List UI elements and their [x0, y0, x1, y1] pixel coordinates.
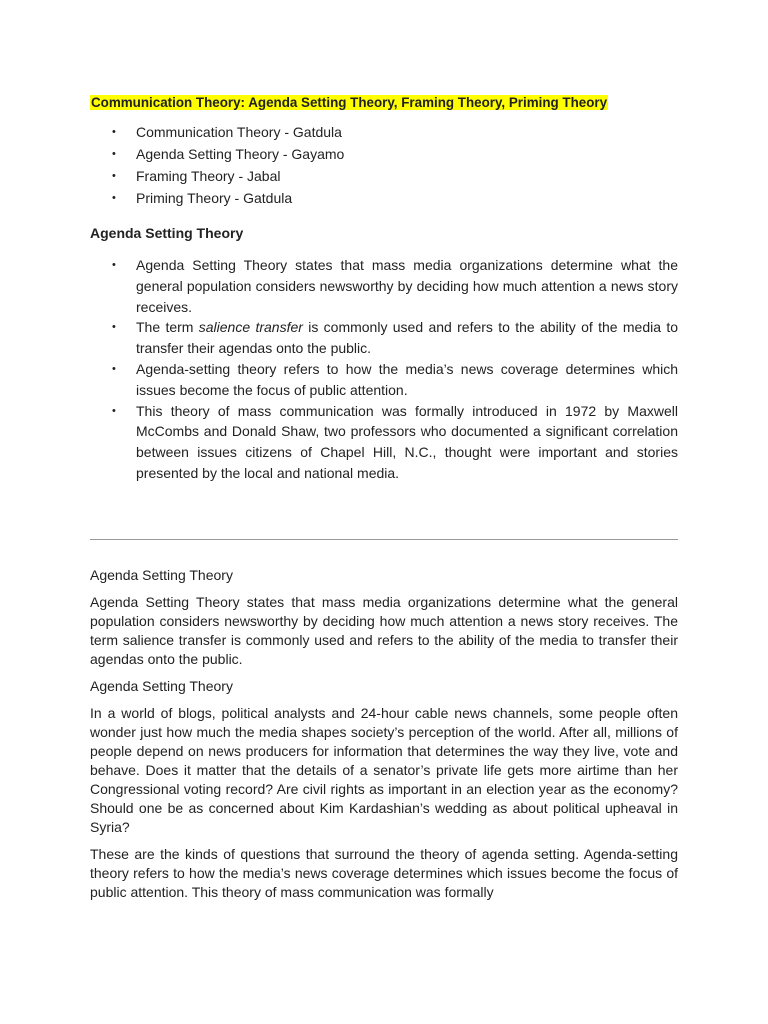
bullet-icon: •: [112, 259, 116, 271]
section-heading: Agenda Setting Theory: [90, 225, 244, 241]
bullet-icon: •: [112, 321, 116, 334]
bullet-icon: •: [112, 192, 116, 204]
list-item-text: Agenda Setting Theory states that mass media organizations determine what the general population considers newsworthy by deciding how much attention a news story receives.: [136, 257, 678, 315]
list-item: [90, 121, 678, 143]
list-item-text-end: is commonly used and refers to the ability of the media to transfer their agendas onto the public.: [136, 319, 679, 357]
list-item: [90, 143, 678, 165]
body-paragraph: In a world of blogs, political analysts and 24-hour cable news channels, some people often wonder just how much the media shapes society’s perception of the world. After all, millions of people depend on news producers for information that determines the way they live, vote and behave. Does it matter that the details of a senator’s private life gets more airtime than her Congressional voting record? Are civil rights as important in an election year as the economy? Should one be as concerned about Kim Kardashian’s wedding as about political upheaval in Syria?: [90, 704, 678, 835]
agenda-setting-points: [90, 255, 678, 484]
bullet-icon: •: [112, 170, 116, 182]
highlighted-title-text: Communication Theory: Agenda Setting Theory, Framing Theory, Priming Theory: [91, 95, 608, 110]
body-content: [90, 566, 678, 902]
horizontal-divider: [90, 539, 678, 540]
topic-assignment-list: [90, 121, 678, 209]
list-item-text: Priming Theory - Gatdula: [136, 190, 293, 206]
list-item-text: Communication Theory - Gatdula: [136, 124, 342, 140]
body-paragraph: Agenda Setting Theory states that mass media organizations determine what the general population considers newsworthy by deciding how much attention a news story receives. The term salience transfer is commonly used and refers to the ability of the media to transfer their agendas onto the public.: [90, 593, 678, 667]
bullet-icon: •: [112, 148, 116, 160]
body-heading: Agenda Setting Theory: [90, 677, 233, 694]
list-item: [90, 255, 678, 317]
list-item-text: Framing Theory - Jabal: [136, 168, 281, 184]
list-item-text-start: The term: [136, 319, 199, 336]
list-item: [90, 165, 678, 187]
list-item-text: This theory of mass communication was formally introduced in 1972 by Maxwell McCombs and Donald Shaw, two professors who documented a significant correlation between issues citizens of Chapel Hill, N.C., thought were important and stories presented by the local and national media.: [136, 402, 678, 481]
document-title: [90, 94, 678, 112]
list-item: [90, 359, 678, 401]
document-page: [90, 94, 678, 910]
list-item: [90, 317, 678, 359]
bullet-icon: •: [112, 126, 116, 138]
list-item: [90, 401, 678, 484]
emphasized-term: salience transfer: [198, 319, 303, 336]
list-item-text: Agenda Setting Theory - Gayamo: [136, 146, 345, 162]
list-item: [90, 187, 678, 209]
bullet-icon: •: [112, 362, 116, 375]
bullet-icon: •: [112, 404, 116, 417]
body-paragraph: These are the kinds of questions that surround the theory of agenda setting. Agenda-setting theory refers to how the media’s news coverage determines which issues become the focus of public attention. This theory of mass communication was formally: [90, 845, 678, 900]
list-item-text: Agenda-setting theory refers to how the media’s news coverage determines which issues become the focus of public attention.: [136, 360, 678, 398]
body-heading: Agenda Setting Theory: [90, 566, 233, 583]
